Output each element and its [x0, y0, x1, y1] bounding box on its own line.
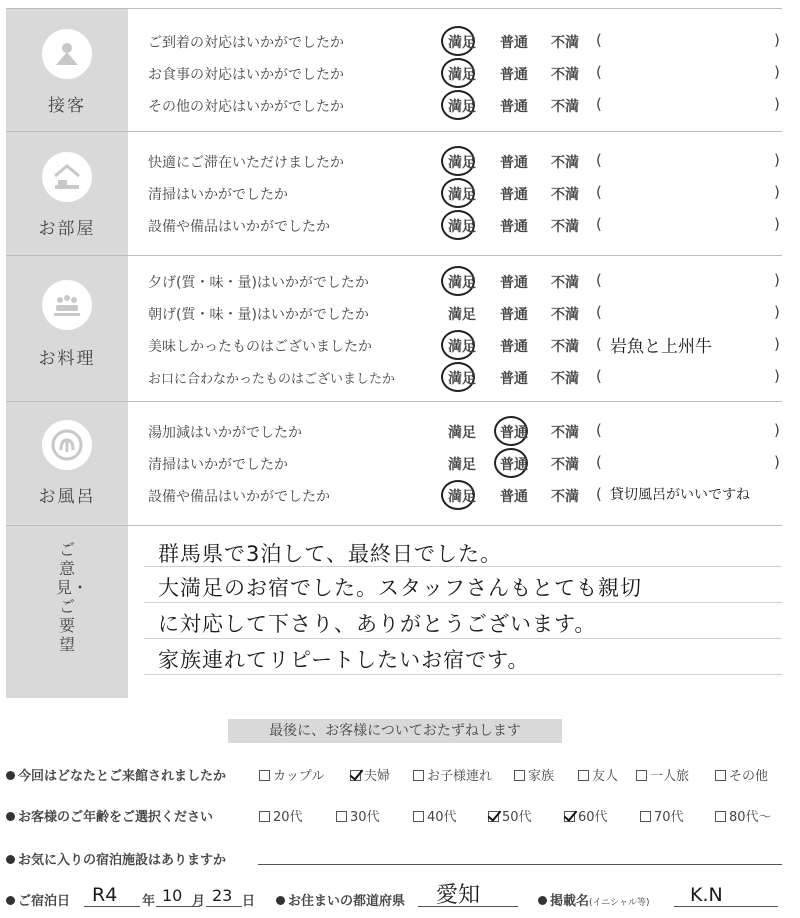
option-normal[interactable]: 普通 — [500, 219, 528, 235]
checkbox-icon[interactable] — [514, 770, 525, 781]
question-row — [148, 210, 782, 240]
opinion-text-line: 群馬県で3泊して、最終日でした。 — [158, 542, 502, 566]
opinion-text-line: に対応して下さり、ありがとうございます。 — [158, 612, 597, 636]
checkbox-icon[interactable] — [636, 770, 647, 781]
question-row — [148, 58, 782, 88]
age-label: お客様のご年齢をご選択ください — [18, 810, 214, 825]
month-unit: 月 — [192, 894, 206, 909]
question-row — [148, 298, 782, 328]
paren-close: ) — [774, 63, 780, 81]
option-unsatisfied[interactable]: 不満 — [551, 371, 579, 387]
question-text: お口に合わなかったものはございましたか — [148, 372, 396, 387]
section-name: お部屋 — [38, 219, 96, 239]
prefecture-line[interactable] — [418, 906, 518, 907]
day-unit: 日 — [242, 894, 256, 909]
checkbox-icon[interactable] — [336, 811, 347, 822]
section-label — [6, 256, 128, 401]
paren-open: ( — [596, 335, 602, 353]
checkbox-solo[interactable]: 一人旅 — [636, 765, 689, 784]
companion-question — [6, 765, 226, 784]
bullet-icon — [6, 896, 15, 905]
checkbox-couple[interactable]: カップル — [259, 765, 324, 784]
option-satisfied[interactable]: 満足 — [448, 35, 476, 51]
closing-heading: 最後に、お客様についておたずねします — [228, 719, 562, 743]
section-room — [6, 132, 782, 256]
checkbox-other[interactable]: その他 — [715, 765, 768, 784]
option-unsatisfied[interactable]: 不満 — [551, 219, 579, 235]
question-text: 夕げ(質・味・量)はいかがでしたか — [148, 275, 369, 291]
question-text: 快適にご滞在いただけましたか — [148, 155, 344, 171]
bullet-icon — [6, 771, 15, 780]
paren-close: ) — [774, 303, 780, 321]
option-satisfied[interactable]: 満足 — [448, 99, 476, 115]
checkbox-age-50s[interactable]: 50代 — [488, 806, 532, 825]
option-normal[interactable]: 普通 — [500, 187, 528, 203]
question-text: お食事の対応はいかがでしたか — [148, 67, 344, 83]
initials-label: 掲載名 — [550, 894, 590, 909]
opinion-section — [6, 526, 782, 698]
checkbox-icon[interactable] — [259, 811, 270, 822]
option-unsatisfied[interactable]: 不満 — [551, 457, 579, 473]
option-unsatisfied[interactable]: 不満 — [551, 425, 579, 441]
option-unsatisfied[interactable]: 不満 — [551, 307, 579, 323]
paren-open: ( — [596, 63, 602, 81]
favorite-question — [6, 849, 226, 868]
paren-open: ( — [596, 453, 602, 471]
section-name: 接客 — [48, 96, 86, 116]
section-bath — [6, 402, 782, 526]
option-normal[interactable]: 普通 — [500, 67, 528, 83]
age-question — [6, 806, 213, 825]
opinion-ruled-line — [144, 638, 782, 639]
initials-question — [538, 890, 650, 909]
person-icon — [42, 29, 92, 79]
paren-close: ) — [774, 183, 780, 201]
paren-close: ) — [774, 335, 780, 353]
option-unsatisfied[interactable]: 不満 — [551, 187, 579, 203]
stay-day: 23 — [212, 886, 233, 905]
paren-open: ( — [596, 303, 602, 321]
paren-open: ( — [596, 183, 602, 201]
paren-open: ( — [596, 151, 602, 169]
favorite-input-line[interactable] — [258, 864, 782, 865]
paren-open: ( — [596, 421, 602, 439]
section-label — [6, 402, 128, 525]
stay-day-line[interactable] — [206, 906, 242, 907]
stay-date-label: ご宿泊日 — [18, 894, 71, 909]
opinion-label — [6, 526, 128, 698]
opinion-ruled-line — [144, 602, 782, 603]
section-food — [6, 256, 782, 402]
question-row — [148, 416, 782, 446]
checkbox-age-60s[interactable]: 60代 — [564, 806, 608, 825]
option-normal[interactable]: 普通 — [500, 99, 528, 115]
stay-date-question — [6, 890, 70, 909]
initials-value: K.N — [690, 884, 723, 906]
paren-close: ) — [774, 421, 780, 439]
option-satisfied[interactable]: 満足 — [448, 371, 476, 387]
option-normal[interactable]: 普通 — [500, 155, 528, 171]
paren-open: ( — [596, 271, 602, 289]
paren-close: ) — [774, 95, 780, 113]
option-unsatisfied[interactable]: 不満 — [551, 99, 579, 115]
checkbox-icon[interactable] — [259, 770, 270, 781]
bullet-icon — [538, 896, 547, 905]
checkbox-age-80s[interactable]: 80代〜 — [715, 806, 772, 825]
prefecture-label: お住まいの都道府県 — [288, 894, 406, 909]
option-satisfied[interactable]: 満足 — [448, 489, 476, 505]
section-label — [6, 132, 128, 255]
section-name: お料理 — [38, 349, 96, 369]
question-text: その他の対応はいかがでしたか — [148, 99, 344, 115]
question-text: 清掃はいかがでしたか — [148, 457, 288, 473]
handwritten-note: 岩魚と上州牛 — [610, 337, 712, 357]
year-unit: 年 — [142, 894, 156, 909]
paren-open: ( — [596, 95, 602, 113]
paren-open: ( — [596, 215, 602, 233]
question-row — [148, 330, 782, 360]
prefecture-question — [276, 890, 405, 909]
option-unsatisfied[interactable]: 不満 — [551, 67, 579, 83]
opinion-text-line: 家族連れてリピートしたいお宿です。 — [158, 648, 530, 672]
checkbox-icon[interactable] — [715, 811, 726, 822]
room-icon — [42, 152, 92, 202]
bullet-icon — [6, 812, 15, 821]
question-row — [148, 266, 782, 296]
dish-icon — [42, 280, 92, 330]
bullet-icon — [276, 896, 285, 905]
checkbox-checked-icon[interactable] — [350, 770, 361, 781]
option-unsatisfied[interactable]: 不満 — [551, 155, 579, 171]
question-text: 朝げ(質・味・量)はいかがでしたか — [148, 307, 369, 323]
checkbox-with-children[interactable]: お子様連れ — [413, 765, 492, 784]
question-row — [148, 146, 782, 176]
prefecture-value: 愛知 — [436, 883, 481, 908]
option-unsatisfied[interactable]: 不満 — [551, 35, 579, 51]
option-satisfied[interactable]: 満足 — [448, 187, 476, 203]
question-text: 設備や備品はいかがでしたか — [148, 219, 330, 235]
paren-close: ) — [774, 151, 780, 169]
paren-close: ) — [774, 215, 780, 233]
option-unsatisfied[interactable]: 不満 — [551, 275, 579, 291]
checkbox-checked-icon[interactable] — [564, 811, 575, 822]
handwritten-note: 貸切風呂がいいですね — [610, 487, 750, 503]
stay-year-line[interactable] — [84, 906, 140, 907]
checkbox-checked-icon[interactable] — [488, 811, 499, 822]
checkbox-icon[interactable] — [715, 770, 726, 781]
favorite-label: お気に入りの宿泊施設はありますか — [18, 853, 227, 868]
stay-month: 10 — [162, 886, 183, 905]
paren-open: ( — [596, 31, 602, 49]
paren-close: ) — [774, 367, 780, 385]
question-row — [148, 26, 782, 56]
option-normal[interactable]: 普通 — [500, 457, 528, 473]
option-satisfied[interactable]: 満足 — [448, 275, 476, 291]
initials-label-small: (イニシャル等) — [589, 898, 650, 908]
question-text: 清掃はいかがでしたか — [148, 187, 288, 203]
option-satisfied[interactable]: 満足 — [448, 425, 476, 441]
option-normal[interactable]: 普通 — [500, 425, 528, 441]
checkbox-icon[interactable] — [413, 811, 424, 822]
checkbox-icon[interactable] — [413, 770, 424, 781]
paren-open: ( — [596, 485, 602, 503]
option-normal[interactable]: 普通 — [500, 371, 528, 387]
bath-icon — [42, 420, 92, 470]
paren-open: ( — [596, 367, 602, 385]
paren-close: ) — [774, 453, 780, 471]
option-normal[interactable]: 普通 — [500, 35, 528, 51]
option-satisfied[interactable]: 満足 — [448, 339, 476, 355]
bullet-icon — [6, 855, 15, 864]
section-label — [6, 9, 128, 131]
question-text: 湯加減はいかがでしたか — [148, 425, 302, 441]
paren-close: ) — [774, 271, 780, 289]
option-normal[interactable]: 普通 — [500, 339, 528, 355]
section-name: お風呂 — [38, 487, 96, 507]
question-text: 美味しかったものはございましたか — [148, 339, 372, 355]
question-row — [148, 90, 782, 120]
opinion-text-line: 大満足のお宿でした。スタッフさんもとても親切 — [158, 576, 642, 600]
checkbox-icon[interactable] — [640, 811, 651, 822]
checkbox-age-30s[interactable]: 30代 — [336, 806, 380, 825]
question-row — [148, 178, 782, 208]
stay-year: R4 — [92, 884, 118, 906]
question-text: 設備や備品はいかがでしたか — [148, 489, 330, 505]
option-normal[interactable]: 普通 — [500, 307, 528, 323]
option-satisfied[interactable]: 満足 — [448, 307, 476, 323]
option-unsatisfied[interactable]: 不満 — [551, 339, 579, 355]
question-row — [148, 448, 782, 478]
opinion-ruled-line — [144, 674, 782, 675]
option-satisfied[interactable]: 満足 — [448, 457, 476, 473]
option-normal[interactable]: 普通 — [500, 489, 528, 505]
checkbox-age-70s[interactable]: 70代 — [640, 806, 684, 825]
checkbox-age-40s[interactable]: 40代 — [413, 806, 457, 825]
checkbox-friends[interactable]: 友人 — [578, 765, 618, 784]
opinion-label-text: ご意見・ご要望 — [56, 540, 89, 654]
question-text: ご到着の対応はいかがでしたか — [148, 35, 344, 51]
option-unsatisfied[interactable]: 不満 — [551, 489, 579, 505]
companion-label: 今回はどなたとご来館されましたか — [18, 769, 227, 784]
checkbox-icon[interactable] — [578, 770, 589, 781]
option-satisfied[interactable]: 満足 — [448, 67, 476, 83]
option-satisfied[interactable]: 満足 — [448, 155, 476, 171]
option-satisfied[interactable]: 満足 — [448, 219, 476, 235]
paren-close: ) — [774, 31, 780, 49]
section-service — [6, 8, 782, 132]
question-row — [148, 480, 782, 510]
checkbox-family[interactable]: 家族 — [514, 765, 554, 784]
question-row — [148, 362, 782, 392]
checkbox-married[interactable]: 夫婦 — [350, 765, 390, 784]
option-normal[interactable]: 普通 — [500, 275, 528, 291]
checkbox-age-20s[interactable]: 20代 — [259, 806, 303, 825]
initials-line[interactable] — [674, 906, 778, 907]
